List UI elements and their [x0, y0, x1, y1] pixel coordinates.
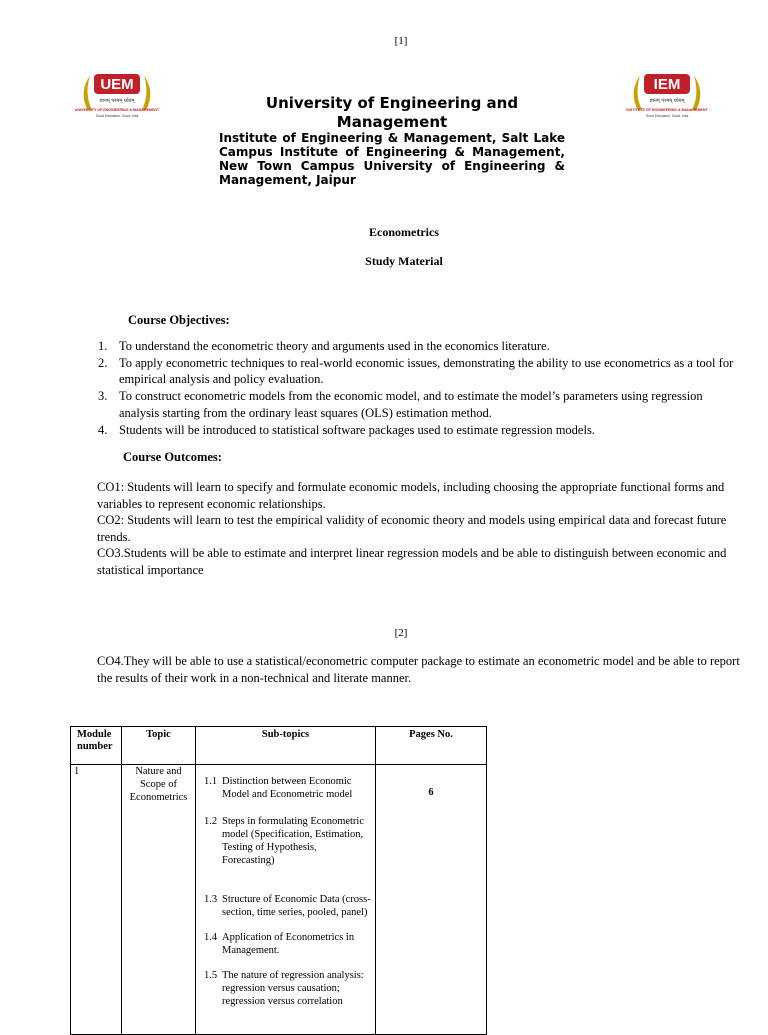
- subtopics-header-label: Sub-topics: [261, 729, 310, 740]
- iem-logo-text: IEM: [653, 76, 681, 93]
- subtopic-number: 1.3: [204, 894, 218, 905]
- university-title: University of Engineering and Management: [265, 94, 519, 131]
- module-number-header-label: Module number: [77, 729, 113, 752]
- objective-number: 1.: [98, 339, 108, 353]
- syllabus-table: [70, 726, 487, 1035]
- objective-text: Students will be introduced to statistical software packages used to estimate regression models.: [119, 422, 595, 437]
- uem-logo: [74, 70, 160, 122]
- outcome-co3: CO3.Students will be able to estimate and interpret linear regression models and be able to distinguish between economic and statistical importance: [97, 546, 727, 577]
- objective-item: [98, 355, 738, 388]
- pages-header-label: Pages No.: [409, 729, 453, 740]
- course-objectives-heading: Course Objectives:: [128, 313, 230, 327]
- subtopic-number: 1.1: [204, 776, 218, 787]
- objective-number: 3.: [98, 389, 108, 404]
- subtopic-text: Application of Econometrics in Management.: [222, 932, 355, 956]
- subtopic-item: [202, 969, 371, 1008]
- pages-header: [376, 727, 487, 765]
- outcome-co4: CO4.They will be able to use a statistical/econometric computer package to estimate an econometric model and be able to report the results of their work in a non-technical and literate manner.: [97, 654, 740, 685]
- subtopics-cell: [196, 765, 376, 1035]
- page-number: [2]: [394, 627, 408, 639]
- topic-value: Nature and Scope of Econometrics: [129, 766, 188, 803]
- uem-logo-motto: Good Education, Good Jobs: [95, 114, 139, 118]
- course-objectives-list: [98, 338, 738, 438]
- subtopic-text: Structure of Economic Data (cross-section, time series, pooled, panel): [222, 894, 371, 918]
- subtopic-text: Steps in formulating Econometric model (Specification, Estimation, Testing of Hypothesis, Forecasting): [222, 816, 365, 866]
- subtopic-text: The nature of regression analysis: regression versus causation; regression versus correlation: [222, 970, 364, 1007]
- material-title: Study Material: [365, 254, 443, 268]
- page-number: [1]: [394, 35, 408, 47]
- course-outcomes-text-continued: [97, 653, 747, 686]
- subtopics-list: [196, 765, 375, 1008]
- uem-logo-hindi: ज्ञानम् परमम् ध्येयम्: [99, 98, 135, 104]
- objective-text: To apply econometric techniques to real-world economic issues, demonstrating the ability to use econometrics as a tool for empirical analysis and policy evaluation.: [119, 355, 734, 387]
- topic-cell: [122, 765, 196, 1035]
- objective-number: 4.: [98, 422, 108, 437]
- outcome-co1: CO1: Students will learn to specify and formulate economic models, including choosing the appropriate functional forms and variables to represent economic relationships.: [97, 480, 725, 511]
- subtopic-number: 1.4: [204, 932, 218, 943]
- subtopic-number: 1.5: [204, 970, 218, 981]
- iem-logo-hindi: ज्ञानम् परमम् ध्येयम्: [649, 98, 685, 104]
- subject-title: Econometrics: [369, 225, 439, 239]
- subtopic-item: [202, 775, 371, 801]
- pages-cell: [376, 765, 487, 1035]
- objective-item: [98, 422, 738, 439]
- module-number-value: 1: [74, 766, 80, 777]
- table-header-row: [71, 727, 487, 765]
- subtopics-header: [196, 727, 376, 765]
- outcome-co2: CO2: Students will learn to test the empirical validity of economic theory and models using empirical data and forecast future trends.: [97, 513, 727, 544]
- module-number-header: [71, 727, 122, 765]
- subtopic-number: 1.2: [204, 816, 218, 827]
- objective-item: [98, 338, 738, 355]
- topic-header: [122, 727, 196, 765]
- iem-logo-tagline: INSTITUTE OF ENGINEERING & MANAGEMENT: [626, 108, 708, 112]
- table-row: [71, 765, 487, 1035]
- course-outcomes-heading: Course Outcomes:: [123, 450, 222, 464]
- pages-value: 6: [428, 787, 434, 798]
- topic-header-label: Topic: [146, 729, 171, 740]
- objective-item: [98, 388, 738, 421]
- uem-logo-tagline: UNIVERSITY OF ENGINEERING & MANAGEMENT: [74, 108, 160, 112]
- objective-text: To construct econometric models from the economic model, and to estimate the model’s parameters using regression analysis starting from the ordinary least squares (OLS) estimation method.: [119, 389, 703, 420]
- iem-logo: [626, 70, 708, 122]
- subtopic-item: [202, 815, 371, 867]
- subtopic-item: [202, 893, 371, 919]
- iem-logo-motto: Good Education, Good Jobs: [645, 114, 689, 118]
- course-outcomes-text: [97, 479, 747, 578]
- module-number-cell: [71, 765, 122, 1035]
- subtopic-item: [202, 931, 371, 957]
- institution-list: Institute of Engineering & Management, Salt Lake Campus Institute of Engineering & Management, New Town Campus University of Engineering & Management, Jaipur: [219, 131, 565, 187]
- uem-logo-text: UEM: [100, 76, 134, 93]
- subtopic-text: Distinction between Economic Model and Econometric model: [222, 776, 353, 800]
- objective-number: 2.: [98, 355, 108, 370]
- objective-text: To understand the econometric theory and arguments used in the economics literature.: [119, 339, 550, 353]
